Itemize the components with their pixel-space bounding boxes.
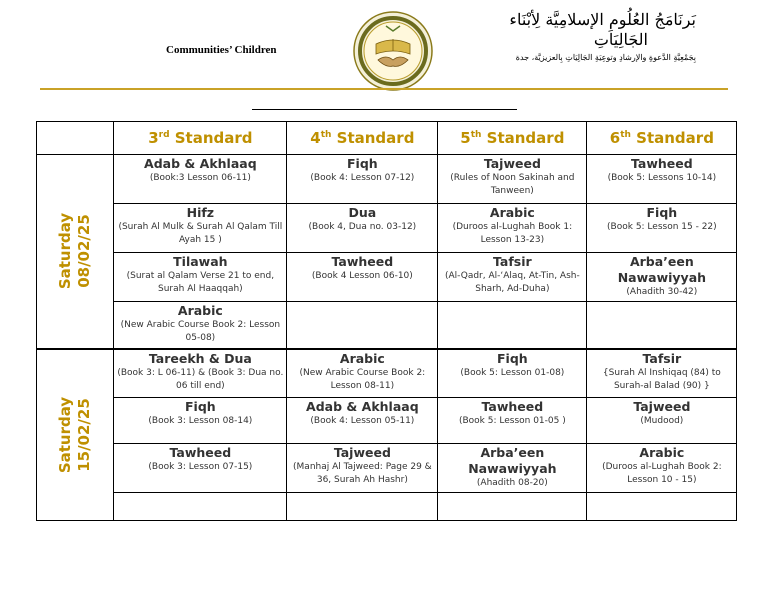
lesson-detail: (Ahadith 08-20): [476, 478, 548, 488]
arabic-title-line1: بَرنَامَجُ العُلُومِ الإسلامِيَّة لِأبْنَاء: [509, 10, 696, 29]
lesson-cell: [438, 253, 587, 302]
lesson-detail: (Book 4: Lesson 05-11): [310, 416, 415, 426]
lesson-cell: [287, 493, 438, 521]
date-label: 15/02/25: [75, 397, 94, 472]
subject-name: Fiqh: [646, 205, 678, 220]
table-row: [37, 493, 737, 521]
lesson-cell: [438, 398, 587, 444]
lesson-detail: (Book 3: Lesson 08-14): [148, 416, 253, 426]
lesson-detail: (Book 4, Dua no. 03-12): [308, 222, 417, 232]
lesson-cell: [287, 302, 438, 349]
emblem-book-handshake-icon: [352, 10, 434, 92]
lesson-detail: (Duroos al-Lughah Book 2: Lesson 10 - 15): [602, 462, 722, 485]
subject-name: Tajweed: [333, 445, 391, 460]
subject-name: Tafsir: [642, 350, 682, 366]
lesson-detail: (Surah Al Mulk & Surah Al Qalam Till Ayah 15 ): [118, 222, 283, 245]
lesson-detail: (Book 5: Lesson 01-05 ): [458, 416, 566, 426]
subject-name: Dua: [348, 205, 377, 220]
lesson-cell: [438, 444, 587, 493]
lesson-cell: [587, 204, 737, 253]
subject-name: Tareekh & Dua: [148, 350, 252, 366]
lesson-cell: [438, 302, 587, 349]
lesson-cell: [587, 398, 737, 444]
lesson-detail: (New Arabic Course Book 2: Lesson 05-08): [120, 320, 281, 343]
lesson-cell: [114, 349, 287, 398]
column-header-4th: 4th Standard: [287, 122, 438, 155]
subject-name: Hifz: [186, 205, 215, 220]
subject-name: Adab & Akhlaaq: [306, 399, 419, 414]
column-header-3rd: 3rd Standard: [114, 122, 287, 155]
lesson-detail: (Book 4 Lesson 06-10): [311, 271, 413, 281]
lesson-detail: (Book 4: Lesson 07-12): [310, 173, 415, 183]
schedule-body: [37, 155, 737, 521]
lesson-cell: [438, 349, 587, 398]
subject-name: Arba’een Nawawiyyah: [468, 445, 557, 476]
lesson-cell: [114, 155, 287, 204]
table-row: [37, 398, 737, 444]
subject-name: Tajweed: [633, 399, 691, 414]
day-label: Saturday: [56, 213, 75, 290]
column-header-5th: 5th Standard: [438, 122, 587, 155]
subject-name: Arabic: [639, 445, 685, 460]
table-row: [37, 349, 737, 398]
subject-name: Tawheed: [169, 445, 232, 460]
lesson-cell: [114, 253, 287, 302]
lesson-cell: [287, 444, 438, 493]
date-label: 08/02/25: [75, 214, 94, 289]
lesson-cell: [114, 493, 287, 521]
subject-name: Tawheed: [331, 254, 394, 269]
table-row: [37, 155, 737, 204]
lesson-cell: [287, 349, 438, 398]
table-row: [37, 204, 737, 253]
subject-name: Arabic: [489, 205, 535, 220]
day-date-cell: [37, 155, 114, 349]
header-divider: [40, 88, 728, 90]
lesson-cell: [287, 204, 438, 253]
subject-name: Tafsir: [493, 254, 532, 269]
arabic-header: [509, 10, 696, 64]
column-header-6th: 6th Standard: [587, 122, 737, 155]
subject-name: Tajweed: [483, 156, 541, 171]
header-row: [37, 122, 737, 155]
lesson-cell: [287, 155, 438, 204]
lesson-detail: (Book:3 Lesson 06-11): [149, 173, 251, 183]
subject-name: Arabic: [177, 303, 223, 318]
lesson-cell: [587, 349, 737, 398]
lesson-detail: (Book 3: L 06-11) & (Book 3: Dua no. 06 till end): [117, 367, 284, 391]
lesson-cell: [287, 398, 438, 444]
lesson-cell: [587, 444, 737, 493]
day-date-label: [56, 213, 94, 289]
lesson-cell: [114, 444, 287, 493]
table-row: [37, 444, 737, 493]
subject-name: Fiqh: [185, 399, 216, 414]
lesson-cell: [114, 204, 287, 253]
subject-name: Adab & Akhlaaq: [144, 156, 257, 171]
lesson-cell: [438, 493, 587, 521]
day-label: Saturday: [56, 396, 75, 473]
subject-name: Tawheed: [631, 156, 693, 171]
lesson-cell: [287, 253, 438, 302]
lesson-cell: [587, 302, 737, 349]
lesson-detail: {Surah Al Inshiqaq (84) to Surah-al Balad (90) }: [602, 367, 721, 391]
lesson-detail: (Rules of Noon Sakinah and Tanween): [450, 173, 575, 196]
day-date-label: [56, 397, 94, 473]
lesson-detail: (Duroos al-Lughah Book 1: Lesson 13-23): [452, 222, 573, 245]
subject-name: Tilawah: [173, 254, 228, 269]
lesson-detail: (Mudood): [640, 416, 684, 426]
schedule-table: [36, 121, 737, 521]
lesson-detail: (New Arabic Course Book 2: Lesson 08-11): [299, 367, 426, 391]
lesson-cell: [438, 204, 587, 253]
arabic-title-line2: الجَالِيَاتِ: [593, 30, 648, 49]
subject-name: Fiqh: [347, 156, 378, 171]
lesson-cell: [587, 253, 737, 302]
subject-name: Fiqh: [497, 350, 528, 366]
lesson-cell: [114, 398, 287, 444]
lesson-detail: (Manhaj Al Tajweed: Page 29 & 36, Surah Ah Hashr): [293, 462, 432, 485]
lesson-detail: (Al-Qadr, Al-‘Alaq, At-Tin, Ash-Sharh, Ad-Duha): [444, 271, 580, 294]
corner-cell: [37, 122, 114, 155]
lesson-cell: [438, 155, 587, 204]
lesson-detail: (Book 3: Lesson 07-15): [148, 462, 253, 472]
organization-name: Communities’ Children: [166, 44, 277, 56]
lesson-detail: (Book 5: Lesson 15 - 22): [607, 222, 717, 232]
lesson-detail: (Book 5: Lesson 01-08): [460, 367, 565, 378]
subject-name: Arba’een Nawawiyyah: [617, 254, 707, 285]
lesson-detail: (Surat al Qalam Verse 21 to end, Surah Al Haaqqah): [126, 271, 275, 294]
lesson-detail: (Book 5: Lessons 10-14): [607, 173, 717, 183]
table-row: [37, 253, 737, 302]
subject-name: Tawheed: [481, 399, 544, 414]
day-date-cell: [37, 349, 114, 521]
lesson-cell: [587, 155, 737, 204]
table-row: [37, 302, 737, 349]
blank-title-line: [252, 109, 517, 110]
lesson-cell: [114, 302, 287, 349]
subject-name: Arabic: [339, 350, 385, 366]
arabic-subtitle: بِجَمْعِيَّةِ الدَّعوةِ والإرشادِ وتوعِيَةِ الجَالِيَاتِ بِالعزيزيَّة، جدة: [515, 53, 696, 62]
lesson-detail: (Ahadith 30-42): [626, 287, 698, 297]
lesson-cell: [587, 493, 737, 521]
